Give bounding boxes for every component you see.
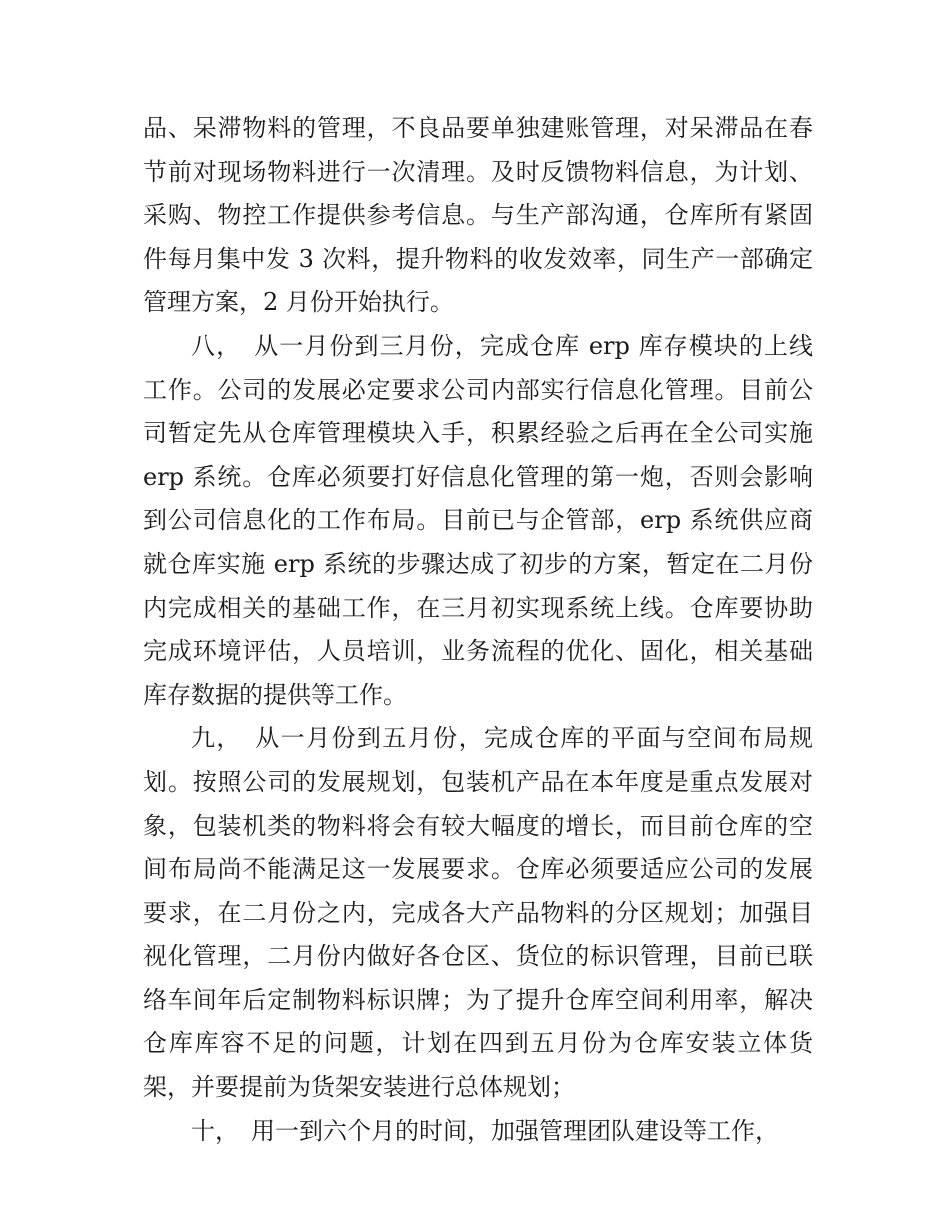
text-line: 象，包装机类的物料将会有较大幅度的增长，而目前仓库的空	[143, 811, 813, 840]
text-line: 络车间年后定制物料标识牌；为了提升仓库空间利用率，解决	[143, 985, 813, 1014]
text-line: 仓库库容不足的问题，计划在四到五月份为仓库安装立体货	[143, 1029, 813, 1058]
text-line: 采购、物控工作提供参考信息。与生产部沟通，仓库所有紧固	[143, 201, 813, 230]
text-line: erp 系统。仓库必须要打好信息化管理的第一炮，否则会影响	[143, 462, 813, 491]
text-line: 到公司信息化的工作布局。目前已与企管部，erp 系统供应商	[143, 506, 813, 535]
text-line: 工作。公司的发展必定要求公司内部实行信息化管理。目前公	[143, 375, 813, 404]
text-line: 视化管理，二月份内做好各仓区、货位的标识管理，目前已联	[143, 942, 813, 971]
text-line: 司暂定先从仓库管理模块入手，积累经验之后再在全公司实施	[143, 419, 813, 448]
text-line: 管理方案，2 月份开始执行。	[143, 288, 454, 317]
paragraph-nine-first-line: 九， 从一月份到五月份，完成仓库的平面与空间布局规	[191, 724, 813, 753]
text-line: 品、呆滞物料的管理，不良品要单独建账管理，对呆滞品在春	[143, 114, 813, 142]
text-line: 库存数据的提供等工作。	[143, 680, 407, 709]
text-line: 要求，在二月份之内，完成各大产品物料的分区规划；加强目	[143, 898, 813, 927]
document-body	[143, 107, 813, 1153]
text-line: 就仓库实施 erp 系统的步骤达成了初步的方案，暂定在二月份	[143, 549, 813, 578]
paragraph-ten-first-line: 十， 用一到六个月的时间，加强管理团队建设等工作，	[191, 1116, 779, 1145]
text-line: 件每月集中发 3 次料，提升物料的收发效率，同生产一部确定	[143, 244, 813, 273]
text-line: 内完成相关的基础工作，在三月初实现系统上线。仓库要协助	[143, 593, 813, 622]
text-line: 间布局尚不能满足这一发展要求。仓库必须要适应公司的发展	[143, 855, 813, 884]
text-line: 架，并要提前为货架安装进行总体规划；	[143, 1073, 575, 1102]
paragraph-eight-first-line: 八， 从一月份到三月份，完成仓库 erp 库存模块的上线	[191, 331, 813, 360]
text-line: 节前对现场物料进行一次清理。及时反馈物料信息，为计划、	[143, 157, 813, 186]
text-line: 完成环境评估，人员培训，业务流程的优化、固化，相关基础	[143, 637, 813, 666]
text-line: 划。按照公司的发展规划，包装机产品在本年度是重点发展对	[143, 767, 813, 796]
